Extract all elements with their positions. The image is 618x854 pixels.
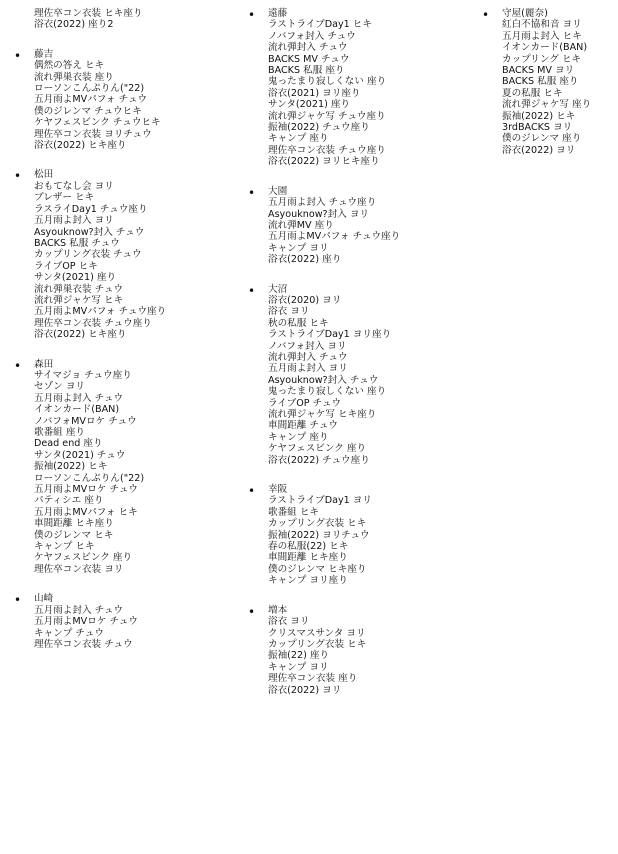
photo-entry: 振袖(2022) ヒキ [502, 110, 576, 122]
photo-entry: 流れ弾巣衣装 座り [34, 71, 114, 83]
photo-entry: カップリング ヒキ [502, 53, 582, 65]
photo-entry: 理佐卒コン衣装 チュウ座り [268, 144, 386, 156]
photo-entry: Dead end 座り [34, 438, 103, 450]
photo-entry: ライブOP チュウ [268, 397, 342, 409]
photo-entry: 車間距離 ヒキ座り [268, 552, 348, 564]
photo-entry: 理佐卒コン衣装 ヒキ座り [34, 8, 143, 19]
photo-entry: ラスライDay1 チュウ座り [34, 203, 148, 215]
member-group [14, 169, 244, 340]
member-name: 守屋(麗奈) [502, 8, 548, 19]
photo-entry: 秋の私服 ヒキ [268, 317, 329, 329]
photo-entry: 浴衣(2022) ヒキ座り [34, 329, 127, 341]
photo-entry: 振袖(2022) ヒキ [34, 461, 108, 473]
member-group [248, 186, 478, 266]
photo-entry: BACKS MV ヨリ [502, 65, 575, 77]
photo-entry: 夏の私服 ヒキ [502, 87, 563, 99]
photo-entry: 偶然の答え ヒキ [34, 60, 105, 72]
member-name: 増本 [268, 604, 288, 616]
photo-entry: 五月雨よ封入 ヨリ [268, 363, 348, 375]
photo-entry: 五月雨よMVパフォ チュウ座り [268, 231, 401, 243]
photo-entry: 五月雨よMVパフォ チュウ [34, 94, 148, 106]
bullet-icon: • [14, 358, 22, 373]
photo-entry: 理佐卒コン衣装 座り [268, 673, 358, 685]
photo-entry: ノバフォ封入 ヨリ [268, 340, 347, 352]
photo-entry: 五月雨よ封入 チュウ [34, 604, 124, 616]
photo-entry: 流れ弾ジャケ写 座り [502, 99, 592, 111]
bullet-icon: • [14, 48, 22, 63]
photo-entry: キャンプ ヒキ [34, 541, 95, 553]
member-name: 大沼 [268, 283, 288, 295]
photo-entry: 理佐卒コン衣装 チュウ [34, 638, 133, 650]
photo-entry: 浴衣(2022) チュウ座り [268, 454, 370, 466]
member-group [248, 8, 478, 168]
photo-entry: ラストライブDay1 ヨリ [268, 495, 372, 507]
bullet-icon: • [14, 593, 22, 608]
photo-entry: ケヤフェスビンク チュウヒキ [34, 117, 161, 129]
photo-entry: カップリング衣装 チュウ [34, 249, 142, 261]
photo-entry: 浴衣 ヨリ [268, 616, 310, 628]
photo-entry: ケヤフェスビンク 座り [268, 443, 367, 455]
photo-entry: 流れ弾ジャケ写 ヒキ座り [268, 409, 377, 420]
member-group [14, 593, 244, 650]
photo-entry: ローソンこんぷりん("22) [34, 83, 145, 95]
photo-entry: キャンプ ヨリ座り [268, 575, 348, 587]
photo-entry: ケヤフェスビンク 座り [34, 552, 133, 564]
photo-entry: サイマジョ チュウ座り [34, 369, 132, 381]
photo-entry: 五月雨よMVロケ チュウ [34, 616, 138, 628]
photo-entry: 五月雨よ封入 ヒキ [502, 30, 582, 42]
photo-entry: 浴衣 ヨリ [268, 306, 310, 318]
photo-entry: 五月雨よMVパフォ ヒキ [34, 506, 138, 518]
photo-entry: 僕のジレンマ 座り [502, 133, 582, 145]
photo-entry: 車間距離 チュウ [268, 420, 338, 432]
photo-entry: 歌番組 ヒキ [268, 506, 320, 518]
photo-entry: 浴衣(2022) 座り [268, 254, 342, 266]
photo-entry: BACKS MV チュウ [268, 53, 350, 65]
photo-entry: 流れ弾封入 チュウ [268, 351, 348, 363]
photo-entry: 浴衣(2021) ヨリ座り [268, 87, 361, 99]
photo-entry: キャンプ 座り [268, 133, 329, 145]
photo-entry: キャンプ 座り [268, 431, 329, 443]
photo-entry: 浴衣(2020) ヨリ [268, 294, 342, 306]
photo-entry: BACKS 私服 座り [502, 76, 579, 88]
bullet-icon: • [248, 484, 256, 499]
photo-entry: 浴衣(2022) ヨリヒキ座り [268, 156, 380, 168]
photo-entry: ラストライブDay1 ヨリ座り [268, 329, 392, 341]
photo-entry: 僕のジレンマ ヒキ [34, 529, 114, 541]
member-group [14, 8, 244, 31]
photo-entry: ノバフォMVロケ チュウ [34, 415, 137, 427]
photo-entry: Asyouknow?封入 ヨリ [268, 208, 370, 220]
member-group [248, 605, 478, 696]
photo-entry: サンタ(2021) 座り [34, 272, 117, 284]
photo-entry: 車間距離 ヒキ座り [34, 518, 114, 530]
photo-entry: 浴衣(2022) ヨリ [502, 144, 576, 156]
photo-entry: 流れ弾MV 座り [268, 219, 334, 231]
member-name: 松田 [34, 169, 54, 181]
photo-entry: カップリング衣装 ヒキ [268, 518, 367, 530]
photo-entry: 五月雨よ封入 チュウ [34, 392, 124, 404]
photo-entry: 鬼ったまり寂しくない 座り [268, 76, 387, 88]
photo-entry: 五月雨よ封入 ヨリ [34, 215, 114, 227]
column-1 [14, 8, 244, 650]
photo-entry: BACKS 私服 チュウ [34, 237, 120, 249]
photo-entry: キャンプ チュウ [34, 627, 104, 639]
photo-entry: 振袖(2022) ヨリチュウ [268, 529, 370, 541]
photo-entry: BACKS 私服 座り [268, 65, 345, 77]
photo-entry: イオンカード(BAN) [34, 404, 120, 416]
photo-entry: 流れ弾ジャケ写 チュウ座り [268, 110, 386, 122]
photo-entry: Asyouknow?封入 チュウ [34, 226, 145, 238]
photo-entry: 紅白不協和音 ヨリ [502, 19, 582, 31]
photo-entry: 五月雨よMVロケ チュウ [34, 484, 138, 496]
photo-entry: ローソンこんぷりん("22) [34, 472, 145, 484]
photo-entry: サンタ(2021) 座り [268, 99, 351, 111]
photo-entry: 五月雨よ封入 チュウ座り [268, 197, 377, 209]
photo-entry: 3rdBACKS ヨリ [502, 122, 573, 134]
photo-entry: 振袖(22) 座り [268, 650, 330, 662]
photo-entry: 浴衣(2022) 座り2 [34, 19, 114, 31]
photo-entry: 浴衣(2022) ヨリ [268, 684, 342, 696]
photo-entry: 振袖(2022) チュウ座り [268, 122, 370, 134]
bullet-icon: • [482, 8, 490, 22]
bullet-icon: • [14, 169, 22, 184]
bullet-icon: • [248, 8, 256, 22]
photo-entry: 流れ弾封入 チュウ [268, 42, 348, 54]
photo-entry: ブレザー ヒキ [34, 192, 95, 204]
member-name: 山崎 [34, 593, 54, 605]
photo-entry: 僕のジレンマ チュウヒキ [34, 105, 142, 117]
member-name: 遠藤 [268, 8, 288, 19]
photo-entry: 理佐卒コン衣装 ヨリチュウ [34, 128, 152, 140]
photo-entry: ラストライブDay1 ヒキ [268, 19, 372, 31]
member-group [14, 359, 244, 576]
member-group [482, 8, 618, 156]
column-2 [248, 8, 478, 696]
photo-entry: 歌番組 座り [34, 427, 86, 438]
photo-entry: 浴衣(2022) ヒキ座り [34, 140, 127, 152]
bullet-icon: • [248, 283, 256, 298]
photo-entry: イオンカード(BAN) [502, 42, 588, 54]
member-name: 藤吉 [34, 48, 54, 60]
photo-entry: 理佐卒コン衣装 チュウ座り [34, 317, 152, 329]
member-group [248, 484, 478, 587]
member-group [14, 49, 244, 152]
photo-entry: サンタ(2021) チュウ [34, 449, 126, 461]
photo-entry: ノバフォ封入 チュウ [268, 30, 356, 42]
photo-entry: おもてなし会 ヨリ [34, 180, 114, 192]
member-name: 大園 [268, 185, 288, 197]
bullet-icon: • [248, 604, 256, 619]
member-name: 森田 [34, 358, 54, 370]
member-group [248, 284, 478, 467]
photo-entry: キャンプ ヨリ [268, 242, 329, 254]
photo-entry: 春の私服(22) ヒキ [268, 541, 349, 553]
photo-entry: 理佐卒コン衣装 ヨリ [34, 563, 124, 575]
photo-entry: 流れ弾ジャケ写 ヒキ [34, 294, 124, 306]
photo-entry: Asyouknow?封入 チュウ [268, 374, 379, 386]
bullet-icon: • [248, 185, 256, 200]
photo-entry: 僕のジレンマ ヒキ座り [268, 563, 367, 575]
photo-entry: パティシエ 座り [34, 495, 104, 507]
photo-entry: キャンプ ヨリ [268, 661, 329, 673]
photo-entry: 鬼ったまり寂しくない 座り [268, 386, 387, 398]
photo-entry: 流れ弾巣衣装 チュウ [34, 283, 124, 295]
member-name: 幸阪 [268, 484, 288, 496]
photo-entry: セゾン ヨリ [34, 381, 86, 393]
photo-entry: クリスマスサンタ ヨリ [268, 627, 366, 639]
photo-entry: 五月雨よMVパフォ チュウ座り [34, 306, 167, 318]
photo-entry: ライブOP ヒキ [34, 260, 98, 272]
column-3 [482, 8, 618, 156]
photo-entry: カップリング衣装 ヒキ [268, 638, 367, 650]
